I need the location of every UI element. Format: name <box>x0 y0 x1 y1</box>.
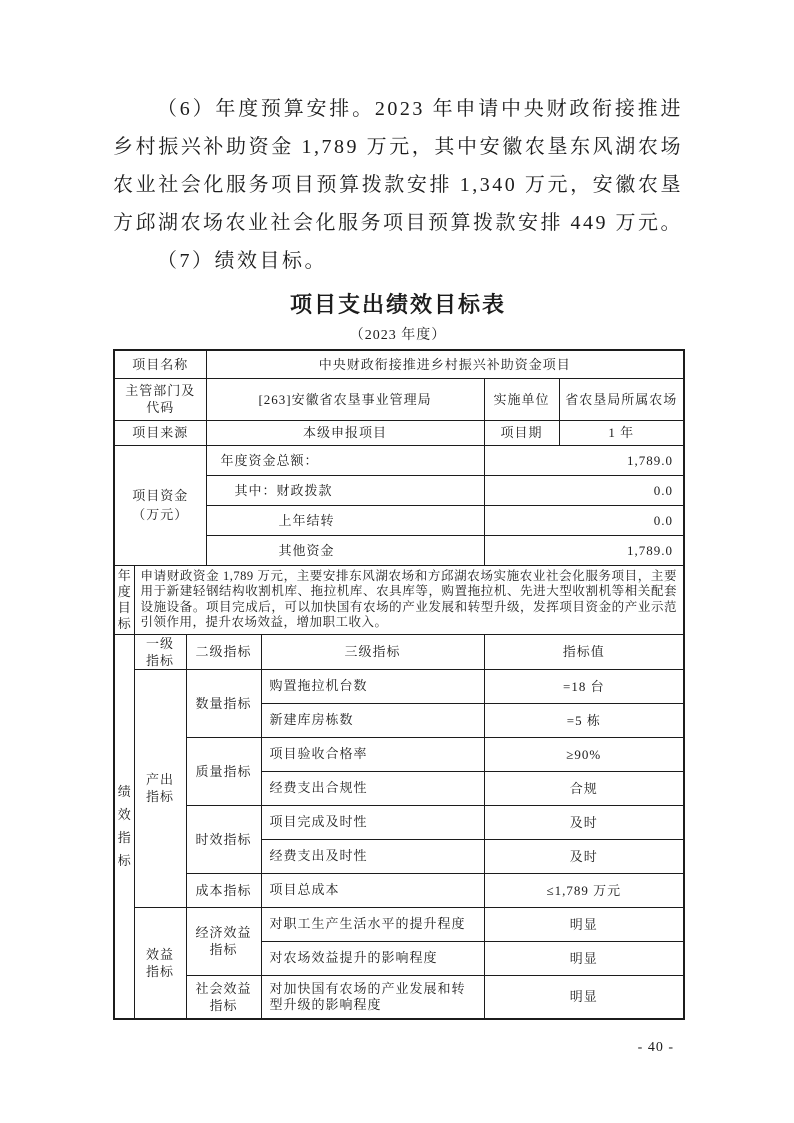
indicator-value: ≤1,789 万元 <box>484 873 684 907</box>
level2-cost: 成本指标 <box>186 873 261 907</box>
level2-quality: 质量指标 <box>186 737 261 805</box>
funding-total-value: 1,789.0 <box>484 445 684 475</box>
level2-social: 社会效益指标 <box>186 975 261 1019</box>
indicator-name: 经费支出及时性 <box>261 839 484 873</box>
table-row <box>114 975 684 1019</box>
indicator-name: 购置拖拉机台数 <box>261 669 484 703</box>
indicator-name: 新建库房栋数 <box>261 703 484 737</box>
level2-economic: 经济效益指标 <box>186 907 261 975</box>
funding-other-value: 1,789.0 <box>484 535 684 565</box>
performance-target-table <box>113 349 685 1020</box>
value-header: 指标值 <box>484 634 684 669</box>
table-row <box>114 873 684 907</box>
table-row <box>114 378 684 420</box>
table-row <box>114 907 684 941</box>
indicator-name: 对加快国有农场的产业发展和转型升级的影响程度 <box>261 975 484 1019</box>
funding-carryover-label: 上年结转 <box>206 505 484 535</box>
annual-goal-text: 申请财政资金 1,789 万元，主要安排东风湖农场和方邱湖农场实施农业社会化服务项目，主要用于新建轻钢结构收割机库、拖拉机库、农具库等，购置拖拉机、先进大型收割机等相关配套设施设备。项目完成后，可以加快国有农场的产业发展和转型升级，发挥项目资金的产业示范引领作用，提升农场效益，增加职工收入。 <box>134 565 684 634</box>
funding-other-label: 其他资金 <box>206 535 484 565</box>
indicator-name: 对职工生产生活水平的提升程度 <box>261 907 484 941</box>
indicator-value: 及时 <box>484 805 684 839</box>
indicator-value: 及时 <box>484 839 684 873</box>
indicator-name: 项目总成本 <box>261 873 484 907</box>
annual-goal-label: 年度目标 <box>114 565 134 634</box>
level2-timeliness: 时效指标 <box>186 805 261 873</box>
indicator-name: 项目完成及时性 <box>261 805 484 839</box>
project-name-value: 中央财政衔接推进乡村振兴补助资金项目 <box>206 350 684 378</box>
impl-unit-label: 实施单位 <box>484 378 559 420</box>
level1-output: 产出指标 <box>134 669 186 907</box>
indicator-value: ≥90% <box>484 737 684 771</box>
project-name-label: 项目名称 <box>114 350 206 378</box>
paragraph-annual-budget: （6）年度预算安排。2023 年申请中央财政衔接推进乡村振兴补助资金 1,789 万元，其中安徽农垦东风湖农场农业社会化服务项目预算拨款安排 1,340 万元，安徽农垦方邱湖农场农业社会化服务项目预算拨款安排 449 万元。 <box>113 98 683 234</box>
table-row <box>114 350 684 378</box>
indicator-value: =5 栋 <box>484 703 684 737</box>
funding-label: 项目资金（万元） <box>114 445 206 565</box>
table-title: 项目支出绩效目标表 <box>289 292 506 317</box>
dept-code-label: 主管部门及代码 <box>114 378 206 420</box>
indicator-value: 明显 <box>484 975 684 1019</box>
indicator-name: 对农场效益提升的影响程度 <box>261 941 484 975</box>
indicator-value: =18 台 <box>484 669 684 703</box>
level2-header: 二级指标 <box>186 634 261 669</box>
indicator-name: 经费支出合规性 <box>261 771 484 805</box>
indicator-value: 明显 <box>484 907 684 941</box>
funding-carryover-value: 0.0 <box>484 505 684 535</box>
project-period-value: 1 年 <box>559 420 684 445</box>
dept-code-value: [263]安徽省农垦事业管理局 <box>206 378 484 420</box>
project-period-label: 项目期 <box>484 420 559 445</box>
impl-unit-value: 省农垦局所属农场 <box>559 378 684 420</box>
table-row <box>114 420 684 445</box>
paragraph-performance-goal-heading: （7）绩效目标。 <box>157 250 327 272</box>
funding-fiscal-value: 0.0 <box>484 475 684 505</box>
level3-header: 三级指标 <box>261 634 484 669</box>
project-source-label: 项目来源 <box>114 420 206 445</box>
table-row <box>114 445 684 475</box>
level2-quantity: 数量指标 <box>186 669 261 737</box>
level1-header: 一级指标 <box>134 634 186 669</box>
indicator-value: 明显 <box>484 941 684 975</box>
table-row <box>114 737 684 771</box>
funding-fiscal-label: 其中：财政拨款 <box>206 475 484 505</box>
performance-indicators-label: 绩效指标 <box>114 634 134 1019</box>
funding-total-label: 年度资金总额： <box>206 445 484 475</box>
indicator-name: 项目验收合格率 <box>261 737 484 771</box>
level1-benefit: 效益指标 <box>134 907 186 1019</box>
table-subtitle: （2023 年度） <box>349 328 447 343</box>
table-row <box>114 565 684 634</box>
table-row <box>114 669 684 703</box>
project-source-value: 本级申报项目 <box>206 420 484 445</box>
table-row <box>114 805 684 839</box>
page-number: - 40 - <box>637 1040 674 1055</box>
indicator-value: 合规 <box>484 771 684 805</box>
table-row <box>114 634 684 669</box>
